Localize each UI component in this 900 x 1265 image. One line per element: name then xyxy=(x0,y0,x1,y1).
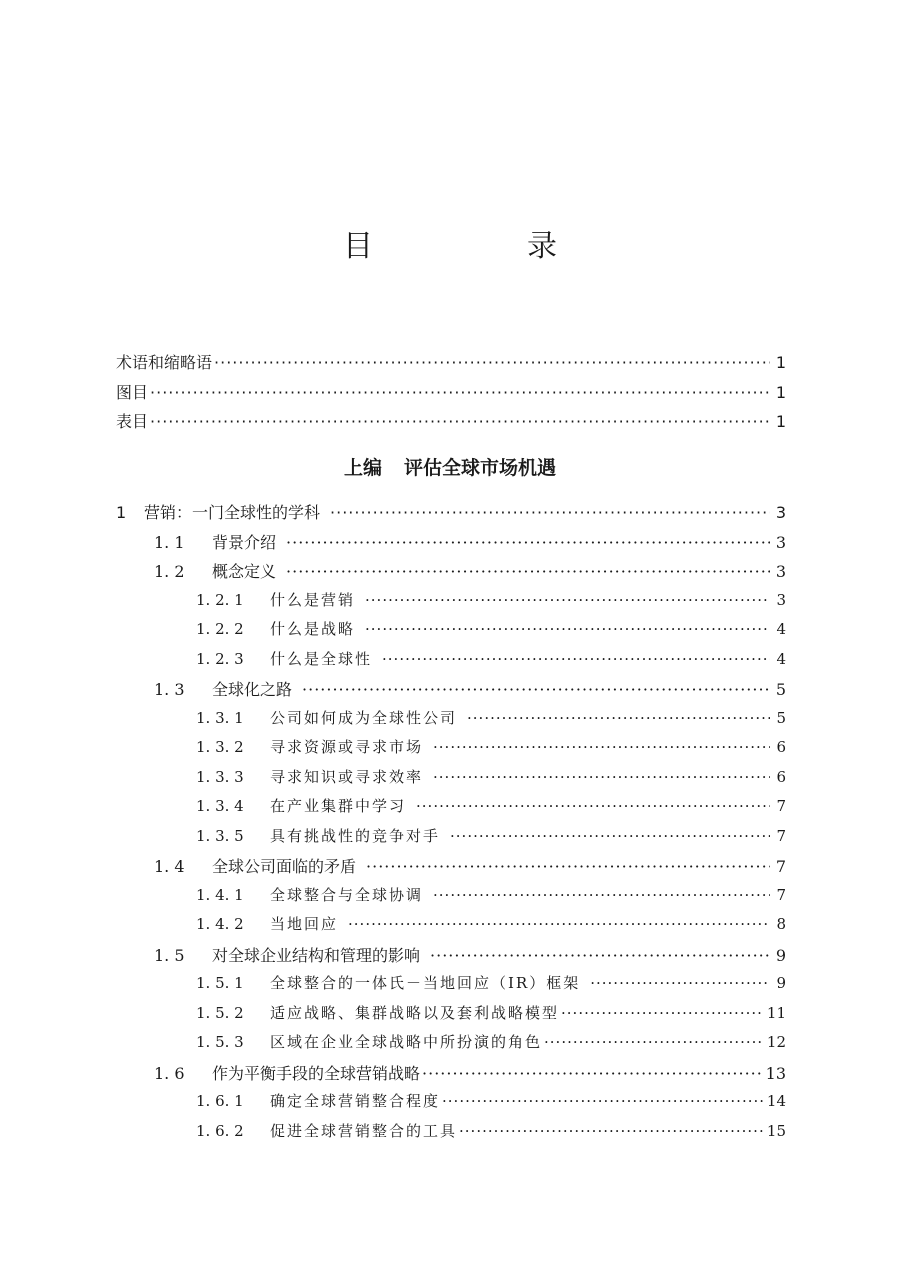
dot-leader xyxy=(348,915,770,933)
toc-list xyxy=(116,500,786,1149)
toc-entry-number: 1. 6 xyxy=(154,1063,185,1083)
toc-entry-page: 3 xyxy=(775,532,786,552)
toc-entry-page: 6 xyxy=(776,738,786,756)
toc-entry-title: 背景介绍 xyxy=(212,532,277,552)
dot-leader xyxy=(442,1092,763,1110)
toc-entry-page: 3 xyxy=(776,590,786,609)
toc-entry-number: 1. 2 xyxy=(154,562,185,581)
dot-leader xyxy=(544,1033,763,1051)
toc-entry-number: 1. 3. 1 xyxy=(196,708,244,727)
toc-entry[interactable] xyxy=(116,559,786,589)
toc-entry-title: 术语和缩略语 xyxy=(116,353,213,372)
toc-entry-title: 在产业集群中学习 xyxy=(270,797,407,815)
toc-entry[interactable] xyxy=(116,677,786,707)
toc-entry-number: 1. 5. 3 xyxy=(196,1033,244,1051)
toc-entry[interactable] xyxy=(116,530,786,560)
toc-entry[interactable] xyxy=(116,707,786,737)
dot-leader xyxy=(366,857,770,876)
toc-entry-title: 区域在企业全球战略中所扮演的角色 xyxy=(270,1033,543,1051)
dot-leader xyxy=(416,797,770,815)
toc-entry-page: 4 xyxy=(776,649,786,668)
toc-entry-title: 对全球企业结构和管理的影响 xyxy=(212,945,421,965)
dot-leader xyxy=(590,974,770,992)
toc-entry-page: 13 xyxy=(765,1063,786,1083)
dot-leader xyxy=(433,886,770,904)
dot-leader xyxy=(467,709,770,727)
toc-entry-number: 1. 2. 2 xyxy=(196,620,244,638)
toc-entry-number: 1. 4. 2 xyxy=(196,915,244,933)
toc-entry[interactable] xyxy=(116,795,786,825)
toc-entry-title: 全球化之路 xyxy=(212,680,293,699)
toc-entry-page: 3 xyxy=(775,562,786,581)
dot-leader xyxy=(286,533,770,552)
toc-entry-title: 营销：一门全球性的学科 xyxy=(144,503,321,522)
toc-entry-page: 12 xyxy=(766,1033,786,1051)
toc-entry-title: 什么是全球性 xyxy=(270,649,373,668)
dot-leader xyxy=(150,411,770,433)
toc-entry[interactable] xyxy=(116,1031,786,1061)
toc-entry-page: 3 xyxy=(775,503,786,522)
toc-entry-page: 7 xyxy=(776,885,786,904)
toc-entry-page: 1 xyxy=(775,353,786,372)
toc-entry-number: 1. 3. 3 xyxy=(196,767,244,786)
toc-entry[interactable] xyxy=(116,913,786,943)
toc-entry[interactable] xyxy=(116,1120,786,1150)
toc-entry-title: 全球整合与全球协调 xyxy=(270,885,424,904)
part-title: 评估全球市场机遇 xyxy=(404,457,557,479)
toc-entry-title: 图目 xyxy=(116,383,149,402)
toc-entry-title: 寻求资源或寻求市场 xyxy=(270,738,424,756)
toc-front-terms[interactable] xyxy=(116,352,786,374)
toc-entry-page: 9 xyxy=(775,945,786,965)
toc-entry-number: 1. 4. 1 xyxy=(196,885,244,904)
dot-leader xyxy=(561,1004,763,1022)
toc-entry-title: 全球公司面临的矛盾 xyxy=(212,857,357,876)
toc-entry-page: 5 xyxy=(775,680,786,699)
toc-entry[interactable] xyxy=(116,1090,786,1120)
part-label: 上编 xyxy=(343,457,382,479)
toc-entry-number: 1. 1 xyxy=(154,532,185,552)
toc-entry-title: 适应战略、集群战略以及套利战略模型 xyxy=(270,1003,560,1022)
toc-entry-title: 什么是营销 xyxy=(270,590,356,609)
dot-leader xyxy=(330,503,770,522)
dot-leader xyxy=(365,620,770,638)
toc-entry-number: 1. 3. 4 xyxy=(196,797,244,815)
dot-leader xyxy=(459,1122,763,1140)
toc-entry-page: 7 xyxy=(776,826,786,845)
toc-entry-number: 1. 2. 1 xyxy=(196,590,244,609)
dot-leader xyxy=(433,768,770,786)
toc-entry[interactable] xyxy=(116,589,786,619)
toc-entry-page: 9 xyxy=(776,974,786,992)
toc-entry-page: 1 xyxy=(775,383,786,402)
toc-entry-number: 1. 6. 2 xyxy=(196,1121,244,1140)
toc-entry[interactable] xyxy=(116,972,786,1002)
toc-entry-page: 6 xyxy=(776,767,786,786)
dot-leader xyxy=(422,1064,762,1083)
toc-entry[interactable] xyxy=(116,736,786,766)
toc-entry-title: 确定全球营销整合程度 xyxy=(270,1092,441,1110)
toc-entry-title: 表目 xyxy=(116,412,149,431)
toc-front-tables[interactable] xyxy=(116,411,786,433)
toc-entry-number: 1. 3 xyxy=(154,680,185,699)
toc-entry-page: 14 xyxy=(766,1092,786,1110)
toc-entry-page: 7 xyxy=(776,797,786,815)
page-title: 目 录 xyxy=(343,229,619,264)
toc-entry[interactable] xyxy=(116,854,786,884)
toc-entry-page: 7 xyxy=(775,857,786,876)
dot-leader xyxy=(365,591,770,609)
toc-entry-number: 1. 3. 5 xyxy=(196,826,244,845)
dot-leader xyxy=(450,827,770,845)
toc-entry[interactable] xyxy=(116,1061,786,1091)
toc-entry-title: 当地回应 xyxy=(270,915,339,933)
part-heading xyxy=(0,453,900,483)
toc-entry-number: 1. 6. 1 xyxy=(196,1092,244,1110)
toc-entry-page: 15 xyxy=(766,1121,786,1140)
dot-leader xyxy=(382,650,770,668)
dot-leader xyxy=(214,352,770,374)
toc-entry-title: 公司如何成为全球性公司 xyxy=(270,708,458,727)
toc-entry[interactable] xyxy=(116,648,786,678)
toc-entry-page: 11 xyxy=(766,1003,786,1022)
dot-leader xyxy=(286,562,770,581)
toc-entry[interactable] xyxy=(116,618,786,648)
toc-entry[interactable] xyxy=(116,1002,786,1032)
toc-entry-number: 1. 5. 1 xyxy=(196,974,244,992)
toc-entry-title: 什么是战略 xyxy=(270,620,356,638)
toc-entry-title: 寻求知识或寻求效率 xyxy=(270,767,424,786)
toc-entry-page: 1 xyxy=(775,412,786,431)
toc-entry-number: 1 xyxy=(116,503,127,522)
toc-entry-title: 具有挑战性的竞争对手 xyxy=(270,826,441,845)
dot-leader xyxy=(430,946,770,965)
toc-entry-page: 8 xyxy=(776,915,786,933)
toc-entry-title: 促进全球营销整合的工具 xyxy=(270,1121,458,1140)
toc-entry-number: 1. 4 xyxy=(154,857,185,876)
toc-entry[interactable] xyxy=(116,500,786,530)
toc-entry-number: 1. 5 xyxy=(154,945,185,965)
toc-entry-title: 全球整合的一体氏－当地回应（IR）框架 xyxy=(270,974,581,992)
toc-entry-page: 4 xyxy=(776,620,786,638)
toc-entry-title: 作为平衡手段的全球营销战略 xyxy=(212,1063,421,1083)
toc-entry-number: 1. 5. 2 xyxy=(196,1003,244,1022)
toc-entry[interactable] xyxy=(116,884,786,914)
dot-leader xyxy=(433,738,770,756)
dot-leader xyxy=(302,680,770,699)
toc-entry[interactable] xyxy=(116,825,786,855)
toc-entry-page: 5 xyxy=(776,708,786,727)
toc-entry-number: 1. 2. 3 xyxy=(196,649,244,668)
toc-entry-number: 1. 3. 2 xyxy=(196,738,244,756)
dot-leader xyxy=(150,382,770,404)
toc-entry[interactable] xyxy=(116,766,786,796)
toc-entry[interactable] xyxy=(116,943,786,973)
toc-front-figures[interactable] xyxy=(116,382,786,404)
toc-entry-title: 概念定义 xyxy=(212,562,277,581)
